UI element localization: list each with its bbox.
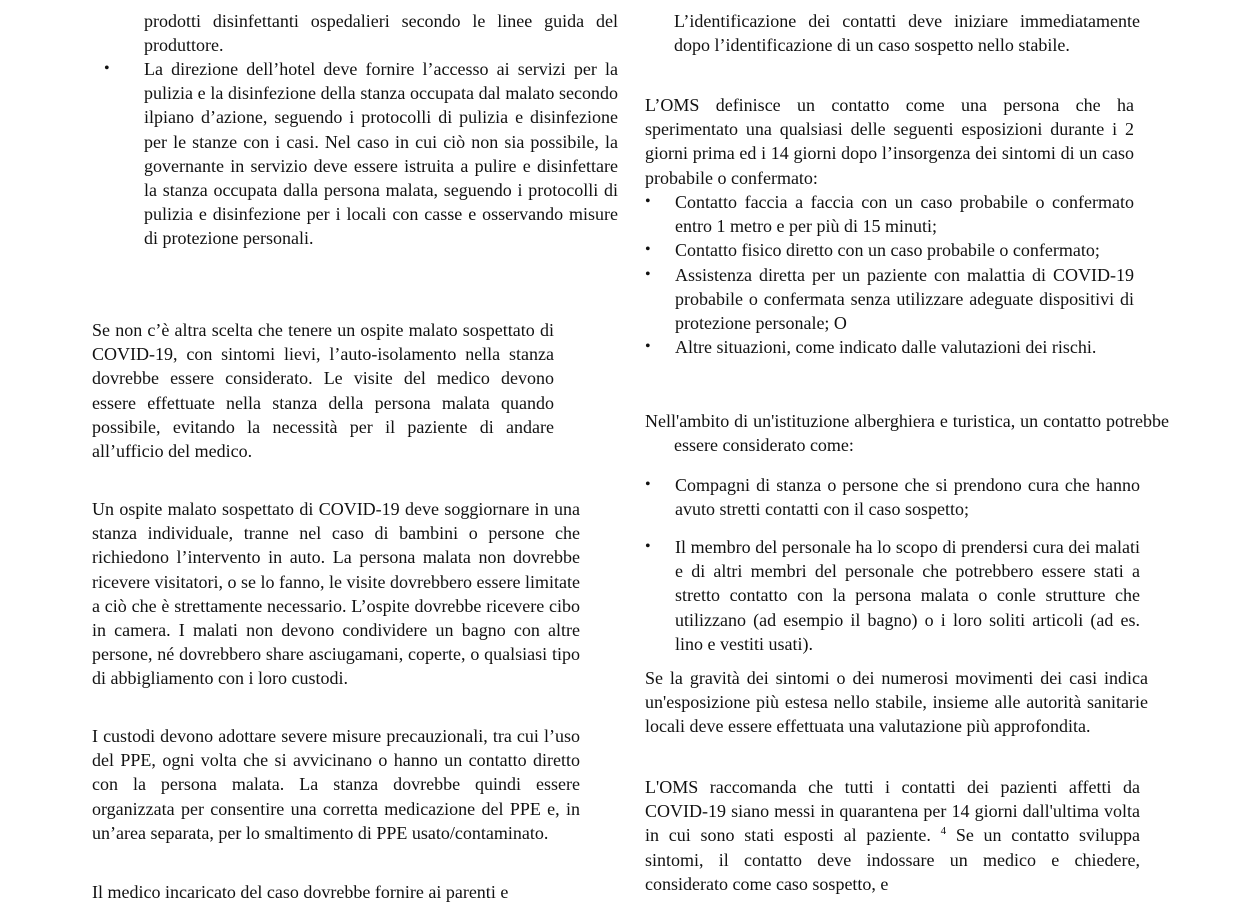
right-paragraph-4: L'OMS raccomanda che tutti i contatti dei pazienti affetti da COVID-19 siano messi in quarantena per 14 giorni dall'ultima volta in cui sono stati esposti al paziente. $^4$ Se un contatto sviluppa sintomi, il contatto deve indossare un medico e chiedere, considerato come caso sospetto, e	[645, 777, 1140, 894]
footnote-ref[interactable]: 4	[940, 825, 947, 838]
bullet-icon: •	[645, 193, 651, 210]
left-paragraph-1: Se non c’è altra scelta che tenere un ospite malato sospettato di COVID-19, con sintomi lievi, l’auto-isolamento nella stanza dovrebbe essere considerato. Le visite del medico devono essere effettuate nella stanza della persona malata quando possibile, evitando la necessità per il paziente di andare all’ufficio del medico.	[92, 320, 554, 462]
left-paragraph-3: I custodi devono adottare severe misure precauzionali, tra cui l’uso del PPE, ogni volta che si avvicinano o hanno un contatto diretto con la persona malata. La stanza dovrebbe quindi essere organizzata per consentire una corretta medicazione del PPE e, in un’area separata, per lo smaltimento di PPE usato/contaminato.	[92, 726, 580, 843]
right-bullet-list-3	[645, 535, 1140, 656]
list-item: • Altre situazioni, come indicato dalle valutazioni dei rischi.	[645, 335, 1134, 359]
list-item: • Compagni di stanza o persone che si prendono cura che hanno avuto stretti contatti con il caso sospetto;	[645, 475, 1140, 520]
bullet-a-tail: prodotti disinfettanti ospedalieri secondo le linee guida del produttore.	[144, 11, 618, 56]
list-item: • Contatto fisico diretto con un caso probabile o confermato;	[645, 238, 1134, 262]
bullet-icon: •	[104, 60, 110, 77]
bullet-icon: •	[645, 338, 651, 356]
left-paragraph-2: Un ospite malato sospettato di COVID-19 deve soggiornare in una stanza individuale, tranne nel caso di bambini o persone che richiedono l’intervento in auto. La persona malata non dovrebbe ricevere visitatori, o se lo fanno, le visite dovrebbero essere limitate a ciò che è strettamente necessario. L’ospite dovrebbe ricevere cibo in camera. I malati non devono condividere un bagno con altre persone, né dovrebbero share asciugamani, coperte, o qualsiasi tipo di abbigliamento con i loro custodi.	[92, 499, 580, 689]
right-bullet-list-2	[645, 473, 1140, 521]
right-paragraph-3: Se la gravità dei sintomi o dei numerosi movimenti dei casi indica un'esposizione più estesa nello stabile, insieme alle autorità sanitarie locali deve essere effettuata una valutazione più approfondita.	[645, 668, 1148, 737]
list-item: • Assistenza diretta per un paziente con malattia di COVID-19 probabile o confermata senza utilizzare adeguate dispositivi di protezione personale; O	[645, 264, 1134, 334]
bullet-b-text: La direzione dell’hotel deve fornire l’accesso ai servizi per la pulizia e la disinfezione della stanza occupata dal malato secondo ilpiano d’azione, seguendo i protocolli di pulizia e disinfezione per le stanze con i casi. Nel caso in cui ciò non sia possibile, la governante in servizio deve essere istruita a pulire e disinfettare la stanza occupata dalla persona malata, seguendo i protocolli di pulizia e disinfezione per i locali con casse e osservando misure di protezione personali.	[144, 59, 618, 249]
left-paragraph-4: Il medico incaricato del caso dovrebbe fornire ai parenti e	[92, 882, 509, 902]
list-item: • Il membro del personale ha lo scopo di prendersi cura dei malati e di altri membri del personale che potrebbero essere stati a stretto contatto con la persona malata o conle strutture che utilizzano (ad esempio il bagno) o i loro soliti articoli (ad es. lino e vestiti usati).	[645, 537, 1140, 654]
list-item	[92, 57, 618, 251]
bullet-icon: •	[645, 476, 651, 493]
bullet-icon: •	[645, 265, 651, 283]
bullet-icon: •	[645, 538, 651, 555]
right-paragraph-2: Nell'ambito di un'istituzione alberghiera e turistica, un contatto potrebbe essere considerato come:	[645, 411, 1169, 456]
right-paragraph-1: L’OMS definisce un contatto come una persona che ha sperimentato una qualsiasi delle seguenti esposizioni durante i 2 giorni prima ed i 14 giorni dopo l’insorgenza dei sintomi di un caso probabile o confermato:	[645, 95, 1134, 188]
list-item: • Contatto faccia a faccia con un caso probabile o confermato entro 1 metro e per più di 15 minuti;	[645, 192, 1134, 237]
right-paragraph-0: L’identificazione dei contatti deve iniziare immediatamente dopo l’identificazione di un caso sospetto nello stabile.	[674, 11, 1140, 56]
bullet-icon: •	[645, 241, 651, 259]
list-item	[92, 9, 618, 57]
right-bullet-list-1	[645, 190, 1134, 359]
